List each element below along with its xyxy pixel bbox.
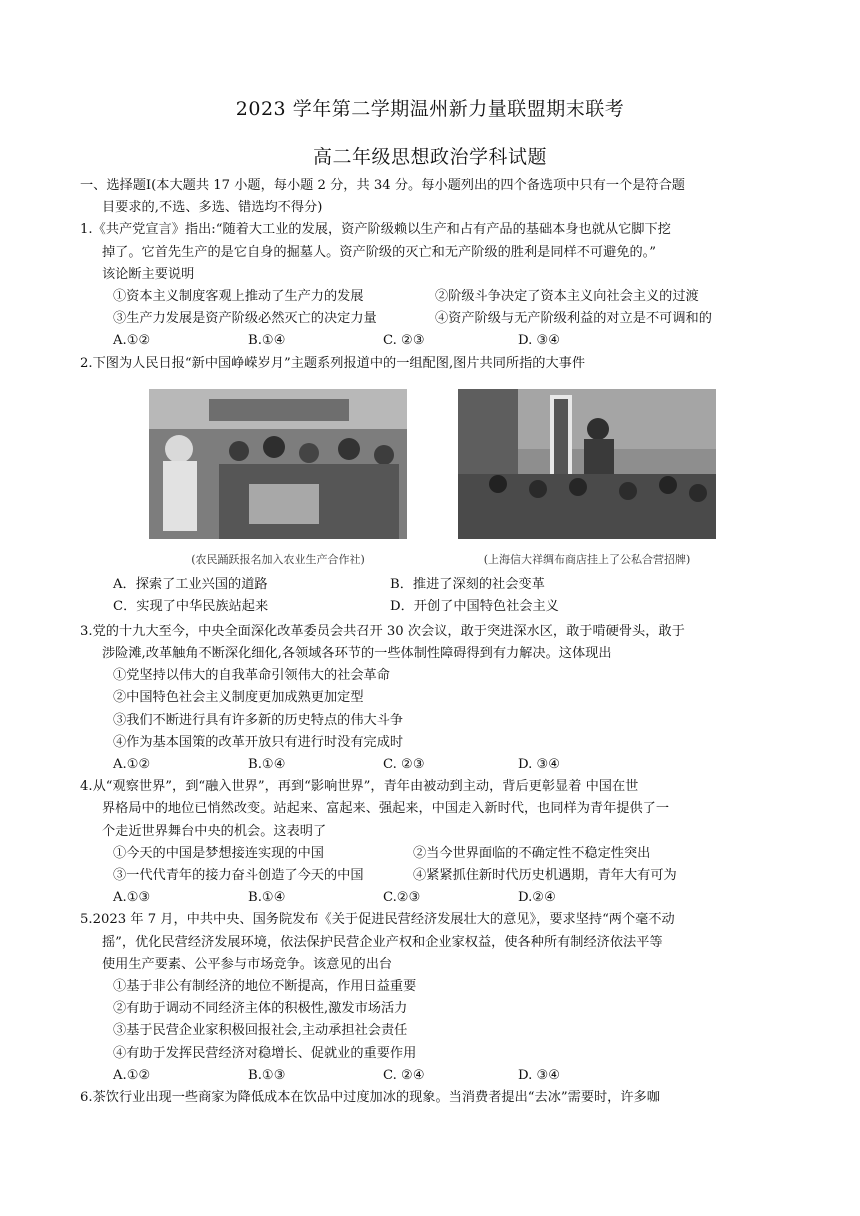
statement-row [80, 308, 780, 330]
option-c[interactable]: C. ②④ [383, 1067, 425, 1083]
answer-options [80, 754, 780, 776]
section-heading-line: 目要求的,不选、多选、错选均不得分) [102, 200, 323, 216]
option-d[interactable]: D. ③④ [518, 1067, 561, 1083]
statement-4: ④紧紧抓住新时代历史机遇期，青年大有可为 [413, 868, 677, 884]
question-stem-line: 摇”，优化民营经济发展环境，依法保护民营企业产权和企业家权益，使各种所有制经济依法平等 [102, 934, 663, 950]
option-d[interactable]: D. ③④ [518, 757, 561, 773]
question-2 [80, 353, 780, 621]
statement-1: ①资本主义制度客观上推动了生产力的发展 [113, 289, 364, 305]
question-stem-line: 掉了。它首先生产的是它自身的掘墓人。资产阶级的灭亡和无产阶级的胜利是同样不可避免的。” [102, 244, 657, 260]
question-stem-line: 该论断主要说明 [102, 266, 195, 282]
statement-2: ②当今世界面临的不确定性不稳定性突出 [413, 845, 651, 861]
statement-2: ②阶级斗争决定了资本主义向社会主义的过渡 [435, 289, 699, 305]
option-d[interactable]: D．开创了中国特色社会主义 [390, 599, 559, 615]
section-heading [80, 175, 780, 219]
option-a[interactable]: A.①② [113, 1067, 151, 1083]
statement-3: ③一代代青年的接力奋斗创造了今天的中国 [113, 868, 364, 884]
question-stem-line: 1.《共产党宣言》指出:“随着大工业的发展，资产阶级赖以生产和占有产品的基础本身也就从它脚下挖 [80, 222, 671, 238]
question-5 [80, 909, 780, 1087]
option-b[interactable]: B．推进了深刻的社会变革 [390, 576, 545, 592]
option-a[interactable]: A.①② [113, 757, 151, 773]
answer-options [80, 887, 780, 909]
question-stem-line: 界格局中的地位已悄然改变。站起来、富起来、强起来，中国走入新时代，也同样为青年提供了一 [102, 801, 670, 817]
option-c[interactable]: C. ②③ [383, 333, 425, 349]
photo-caption-right: (上海信大祥绸布商店挂上了公私合营招牌) [483, 552, 691, 566]
statement-row [80, 865, 780, 887]
statement-4: ④资产阶级与无产阶级利益的对立是不可调和的 [435, 311, 712, 327]
option-c[interactable]: C．实现了中华民族站起来 [113, 599, 269, 615]
option-c[interactable]: C. ②③ [383, 757, 425, 773]
question-stem-line: 2.下图为人民日报“新中国峥嵘岁月”主题系列报道中的一组配图,图片共同所指的大事件 [80, 355, 586, 371]
question-stem-line: 5.2023 年 7 月，中共中央、国务院发布《关于促进民营经济发展壮大的意见》，要求坚持“两个毫不动 [80, 912, 675, 928]
statement-1: ①基于非公有制经济的地位不断提高，作用日益重要 [113, 979, 417, 995]
question-1 [80, 219, 780, 352]
photo-farmers-cooperative [149, 389, 407, 539]
section-heading-line: 一、选择题Ⅰ(本大题共 17 小题，每小题 2 分，共 34 分。每小题列出的四个备选项中只有一个是符合题 [80, 178, 685, 193]
question-3 [80, 621, 780, 776]
exam-title: 2023 学年第二学期温州新力量联盟期末联考 [235, 98, 625, 120]
photo-public-private-sign [458, 389, 716, 539]
option-b[interactable]: B.①④ [248, 333, 286, 349]
question-stem-line: 4.从“观察世界”，到“融入世界”，再到“影响世界”，青年由被动到主动，背后更彰显着 中国在世 [80, 779, 639, 795]
statement-4: ④有助于发挥民营经济对稳增长、促就业的重要作用 [113, 1045, 417, 1061]
question-stem-line: 涉险滩,改革触角不断深化细化,各领域各环节的一些体制性障碍得到有力解决。这体现出 [102, 646, 612, 662]
statement-row [80, 286, 780, 308]
option-b[interactable]: B.①④ [248, 757, 286, 773]
photo-caption-left: (农民踊跃报名加入农业生产合作社) [191, 552, 365, 566]
question-stem-line: 6.茶饮行业出现一些商家为降低成本在饮品中过度加冰的现象。当消费者提出“去冰”需要时，许多咖 [80, 1090, 660, 1106]
question-stem-line: 使用生产要素、公平参与市场竞争。该意见的出台 [102, 956, 393, 972]
answer-options [80, 596, 780, 618]
option-b[interactable]: B.①④ [248, 890, 286, 906]
option-a[interactable]: A.①② [113, 333, 151, 349]
statement-3: ③基于民营企业家积极回报社会,主动承担社会责任 [113, 1023, 408, 1039]
question-4 [80, 776, 780, 909]
option-b[interactable]: B.①③ [248, 1067, 286, 1083]
question-6 [80, 1087, 780, 1109]
question-stem-line: 3.党的十九大至今，中央全面深化改革委员会共召开 30 次会议，敢于突进深水区，敢于啃硬骨头，敢于 [80, 623, 685, 639]
statement-4: ④作为基本国策的改革开放只有进行时没有完成时 [113, 734, 404, 750]
option-c[interactable]: C.②③ [383, 890, 421, 906]
statement-3: ③我们不断进行具有许多新的历史特点的伟大斗争 [113, 712, 404, 728]
option-a[interactable]: A．探索了工业兴国的道路 [113, 576, 268, 592]
statement-2: ②有助于调动不同经济主体的积极性,激发市场活力 [113, 1001, 408, 1017]
question-stem-line: 个走近世界舞台中央的机会。这表明了 [102, 823, 327, 839]
answer-options [80, 330, 780, 352]
photo-figure [80, 375, 780, 621]
exam-body [80, 175, 780, 1109]
statement-1: ①今天的中国是梦想接连实现的中国 [113, 845, 324, 861]
option-a[interactable]: A.①③ [113, 890, 151, 906]
statement-1: ①党坚持以伟大的自我革命引领伟大的社会革命 [113, 668, 390, 684]
exam-subtitle: 高二年级思想政治学科试题 [312, 146, 547, 168]
answer-options [80, 1065, 780, 1087]
statement-2: ②中国特色社会主义制度更加成熟更加定型 [113, 690, 364, 706]
option-d[interactable]: D. ③④ [518, 333, 561, 349]
statement-row [80, 843, 780, 865]
statement-3: ③生产力发展是资产阶级必然灭亡的决定力量 [113, 311, 377, 327]
answer-options [80, 574, 780, 596]
option-d[interactable]: D.②④ [518, 890, 556, 906]
